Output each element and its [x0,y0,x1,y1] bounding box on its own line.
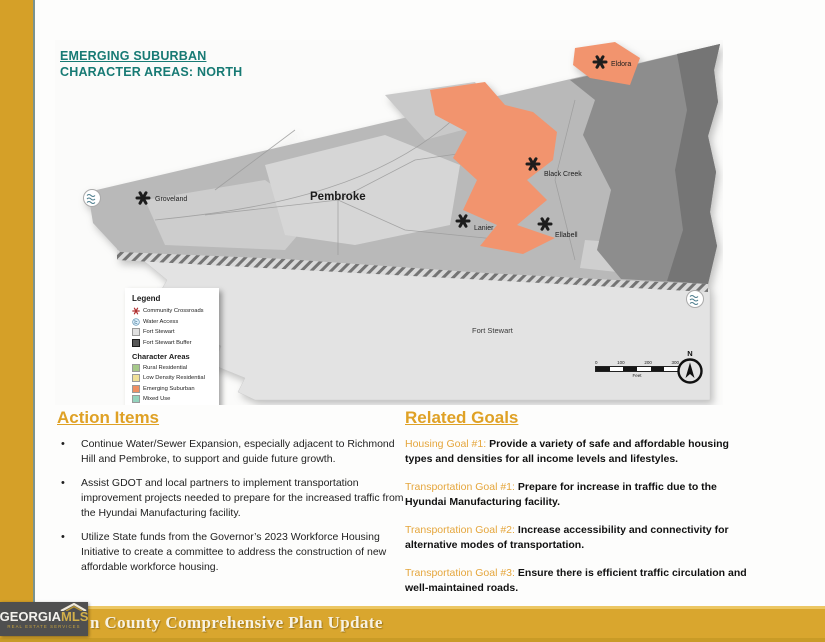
legend-item-mixed-use: Mixed Use [132,395,214,403]
marker-label-groveland: Groveland [155,196,188,203]
goal-item [405,480,747,510]
legend-item-emerging-suburban: Emerging Suburban [132,385,214,393]
marker-label-black-creek: Black Creek [544,171,582,178]
slide-title-line1: EMERGING SUBURBAN [60,49,207,63]
legend-item-community-crossroads: Community Crossroads [132,307,214,315]
goal-item [405,566,747,596]
slide-title-line2: CHARACTER AREAS: NORTH [60,65,243,79]
goal-text: Ensure there is efficient traffic circulation and well-maintained roads. [405,567,747,594]
rural-residential-swatch [132,364,140,372]
north-arrow [675,350,705,390]
scale-bar-segments [595,366,679,372]
footer-bar [0,606,825,642]
character-area-map [55,40,723,405]
marker-label-eldora: Eldora [611,61,632,68]
action-items-list [57,437,405,575]
compass-icon [676,357,704,385]
marker-label-ellabell: Ellabell [555,232,578,239]
low-density-residential-swatch [132,374,140,382]
legend-title: Legend [132,294,161,303]
community-crossroads-icon [132,307,140,315]
slide-title [60,48,242,80]
map-scale-bar [595,360,679,378]
legend-item-fort-stewart-buffer: Fort Stewart Buffer [132,339,214,347]
area-label-fort-stewart: Fort Stewart [472,326,513,335]
related-goals-section [405,408,747,609]
marker-label-lanier: Lanier [474,225,494,232]
goal-label: Housing Goal #1: [405,438,487,450]
goal-text: Prepare for increase in traffic due to the Hyundai Manufacturing facility. [405,481,717,508]
map-legend [125,288,219,405]
goal-text: Provide a variety of safe and affordable housing types and densities for all income levels and lifestyles. [405,438,729,465]
roof-icon [60,603,87,611]
emerging-suburban-swatch [132,385,140,393]
footer-title: n County Comprehensive Plan Update [90,613,383,632]
scale-ticks: 0 100 200 300 [595,360,679,365]
logo-wordmark: GEORGIAMLS [0,610,88,623]
action-item: • Continue Water/Sewer Expansion, especially adjacent to Richmond Hill and Pembroke, to support and guide future growth. [57,437,405,467]
water-access-icon [132,318,140,326]
action-item: • Utilize State funds from the Governor’s 2023 Workforce Housing Initiative to create a committee to address the construction of new affordable workforce housing. [57,530,405,575]
scale-unit: Feet [632,373,642,378]
action-items-section [57,408,405,584]
north-label: N [687,349,693,358]
fort-stewart-buffer-swatch [132,339,140,347]
legend-subtitle: Character Areas [132,351,190,361]
mixed-use-swatch [132,395,140,403]
legend-item-fort-stewart: Fort Stewart [132,328,214,336]
related-goals-heading: Related Goals [405,408,519,427]
goal-item [405,523,747,553]
logo-tagline: REAL ESTATE SERVICES [7,623,81,629]
fort-stewart-swatch [132,328,140,336]
action-item: • Assist GDOT and local partners to implement transportation improvement projects needed to prepare for the increased traffic from the Hyundai Manufacturing facility. [57,476,405,521]
legend-item-water-access: Water Access [132,318,214,326]
goal-label: Transportation Goal #3: [405,567,515,579]
legend-item-rural-residential: Rural Residential [132,364,214,372]
goal-label: Transportation Goal #1: [405,481,515,493]
city-label-pembroke: Pembroke [310,191,366,203]
water-access-icon-west [84,190,101,207]
goal-item [405,437,747,467]
water-access-icon-east [687,291,704,308]
georgia-mls-logo [0,602,88,636]
legend-item-low-density-residential: Low Density Residential [132,374,214,382]
left-accent-stripe [0,0,35,642]
action-items-heading: Action Items [57,408,160,427]
goal-text: Increase accessibility and connectivity for alternative modes of transportation. [405,524,729,551]
goal-label: Transportation Goal #2: [405,524,515,536]
